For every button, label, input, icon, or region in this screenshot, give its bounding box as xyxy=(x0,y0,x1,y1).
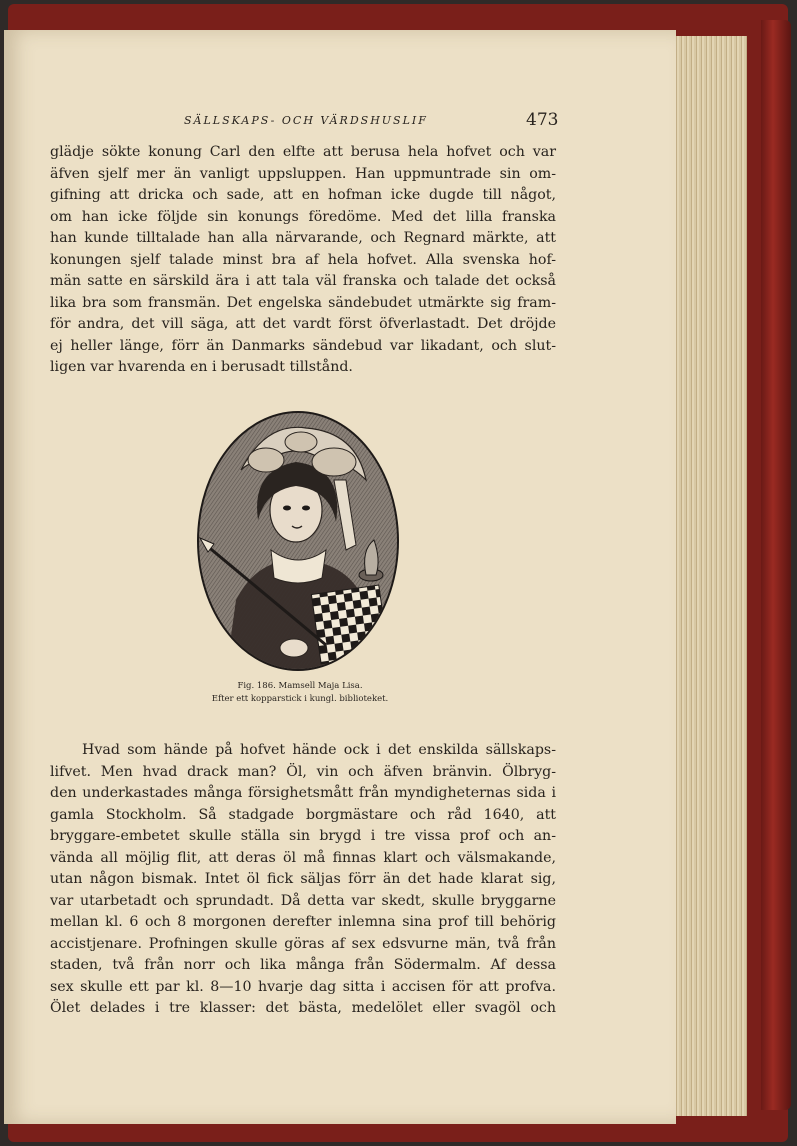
text-line: glädje sökte konung Carl den elfte att berusa hela hofvet och var xyxy=(50,144,556,160)
text-line: äfven sjelf mer än vanligt uppsluppen. Han uppmuntrade sin om- xyxy=(50,165,556,182)
text-line: ligen var hvarenda en i berusadt tillstånd. xyxy=(50,359,353,375)
text-line: om han icke följde sin konungs föredöme. Med det lilla franska xyxy=(50,208,556,225)
text-line: accistjenare. Profningen skulle göras af sex edsvurne män, två från xyxy=(50,935,556,952)
text-line: mellan kl. 6 och 8 morgonen derefter inlemna sina prof till behörig xyxy=(50,914,556,930)
text-line: staden, två från norr och lika många från Södermalm. Af dessa xyxy=(50,957,556,973)
figure-caption xyxy=(150,680,450,706)
text-line: män satte en särskild ära i att tala väl franska och talade det också xyxy=(50,273,556,289)
paragraph-1 xyxy=(50,142,556,379)
text-line: utan någon bismak. Intet öl fick säljas förr än det hade klarat sig, xyxy=(50,871,556,887)
text-line: Hvad som hände på hofvet hände ock i det enskilda sällskaps- xyxy=(82,742,556,758)
text-line: gamla Stockholm. Så stadgade borgmästare och råd 1640, att xyxy=(50,806,556,823)
text-line: bryggare-embetet skulle ställa sin brygd i tre vissa prof och an- xyxy=(50,828,556,844)
caption-line: Fig. 186. Mamsell Maja Lisa. xyxy=(237,681,363,691)
portrait-engraving xyxy=(196,410,400,672)
text-line: för andra, det vill säga, att det vardt först öfverlastadt. Det dröjde xyxy=(50,316,556,332)
text-line: konungen sjelf talade minst bra af hela hofvet. Alla svenska hof- xyxy=(50,251,556,268)
text-line: han kunde tilltalade han alla närvarande, och Regnard märkte, att xyxy=(50,230,556,246)
text-line: lifvet. Men hvad drack man? Öl, vin och äfven bränvin. Ölbryg- xyxy=(50,763,556,780)
page-number: 473 xyxy=(526,110,559,130)
text-line: den underkastades många försighetsmått från myndigheternas sida i xyxy=(50,785,556,801)
text-line: sex skulle ett par kl. 8—10 hvarje dag sitta i accisen för att profva. xyxy=(50,978,556,995)
text-line: var utarbetadt och sprundadt. Då detta var skedt, skulle bryggarne xyxy=(50,892,556,909)
paragraph-2 xyxy=(50,740,556,1020)
caption-line: Efter ett kopparstick i kungl. biblioteket. xyxy=(211,694,389,704)
text-line: gifning att dricka och sade, att en hofman icke dugde till något, xyxy=(50,187,556,203)
text-line: Ölet delades i tre klasser: det bästa, medelölet eller svagöl och xyxy=(50,1000,556,1016)
text-line: ej heller länge, förr än Danmarks sändebud var likadant, och slut- xyxy=(50,337,556,354)
book-spine-edge xyxy=(761,20,791,1110)
running-head: SÄLLSKAPS- OCH VÄRDSHUSLIF xyxy=(184,114,428,127)
text-line: vända all möjlig flit, att deras öl må finnas klart och välsmakande, xyxy=(50,849,556,866)
text-line: lika bra som fransmän. Det engelska sändebudet utmärkte sig fram- xyxy=(50,294,556,311)
page-edges xyxy=(668,36,747,1116)
